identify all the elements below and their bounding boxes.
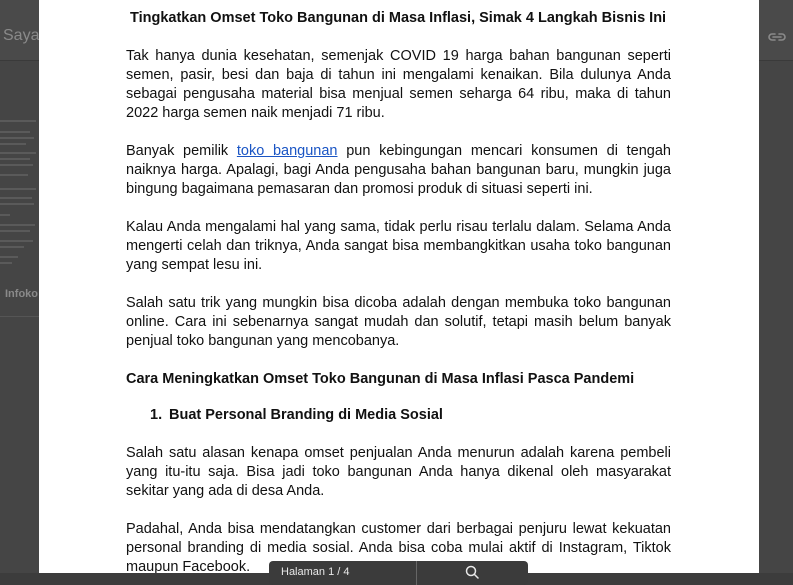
list-item-text: Buat Personal Branding di Media Sosial <box>169 407 443 423</box>
section-heading: Cara Meningkatkan Omset Toko Bangunan di Masa Inflasi Pasca Pandemi <box>126 371 635 387</box>
paragraph-2-start: Banyak pemilik <box>126 143 237 159</box>
zoom-icon[interactable] <box>465 565 479 579</box>
background-sidebar-label: Infoko <box>5 288 38 300</box>
paragraph-1: Tak hanya dunia kesehatan, semenjak COVID 19 harga bahan bangunan seperti semen, pasir, besi dan baja di tahun ini mengalami kenaikan. Bila dulunya Anda sebagai pengusaha material bisa menjual semen seharga 64 ribu, maka di tahun 2022 harga semen naik menjadi 71 ribu. <box>126 48 671 121</box>
toolbar-divider <box>416 561 417 585</box>
page-indicator: Halaman 1 / 4 <box>281 566 350 578</box>
document-page <box>39 0 759 573</box>
paragraph-4: Salah satu trik yang mungkin bisa dicoba adalah dengan membuka toko bangunan online. Cara ini sebenarnya sangat mudah dan solutif, tetapi masih belum banyak penjual toko bangunan yang mencobanya. <box>126 295 671 349</box>
page-toolbar <box>269 561 528 585</box>
list-number: 1. <box>150 407 163 423</box>
toko-bangunan-link[interactable]: toko bangunan <box>236 143 338 159</box>
paragraph-5: Salah satu alasan kenapa omset penjualan Anda menurun adalah karena pembeli yang itu-itu saja. Bisa jadi toko bangunan Anda hanya dikenal oleh masyarakat sekitar yang ada di desa Anda. <box>126 445 671 499</box>
background-divider <box>0 316 40 317</box>
list-item-heading <box>126 406 671 425</box>
paragraph-2-end: pun kebingungan mencari konsumen di tengah naiknya harga. Apalagi, bagi Anda pengusaha bahan bangunan baru, mungkin juga bingung bagaimana pemasaran dan promosi produk di situasi seperti ini. <box>126 143 671 197</box>
document-title: Tingkatkan Omset Toko Bangunan di Masa Inflasi, Simak 4 Langkah Bisnis Ini <box>130 10 667 26</box>
document-content <box>126 8 671 573</box>
link-icon[interactable] <box>767 28 787 46</box>
background-title: Saya <box>3 27 40 44</box>
paragraph-3: Kalau Anda mengalami hal yang sama, tidak perlu risau terlalu dalam. Selama Anda mengerti celah dan triknya, Anda sangat bisa membangkitkan usaha toko bangunan yang sempat lesu ini. <box>126 219 671 273</box>
paragraph-6: Padahal, Anda bisa mendatangkan customer dari berbagai penjuru lewat kekuatan personal branding di media sosial. Anda bisa coba mulai aktif di Instagram, Tiktok maupun Facebook. <box>126 521 671 573</box>
paragraph-2 <box>126 142 671 199</box>
